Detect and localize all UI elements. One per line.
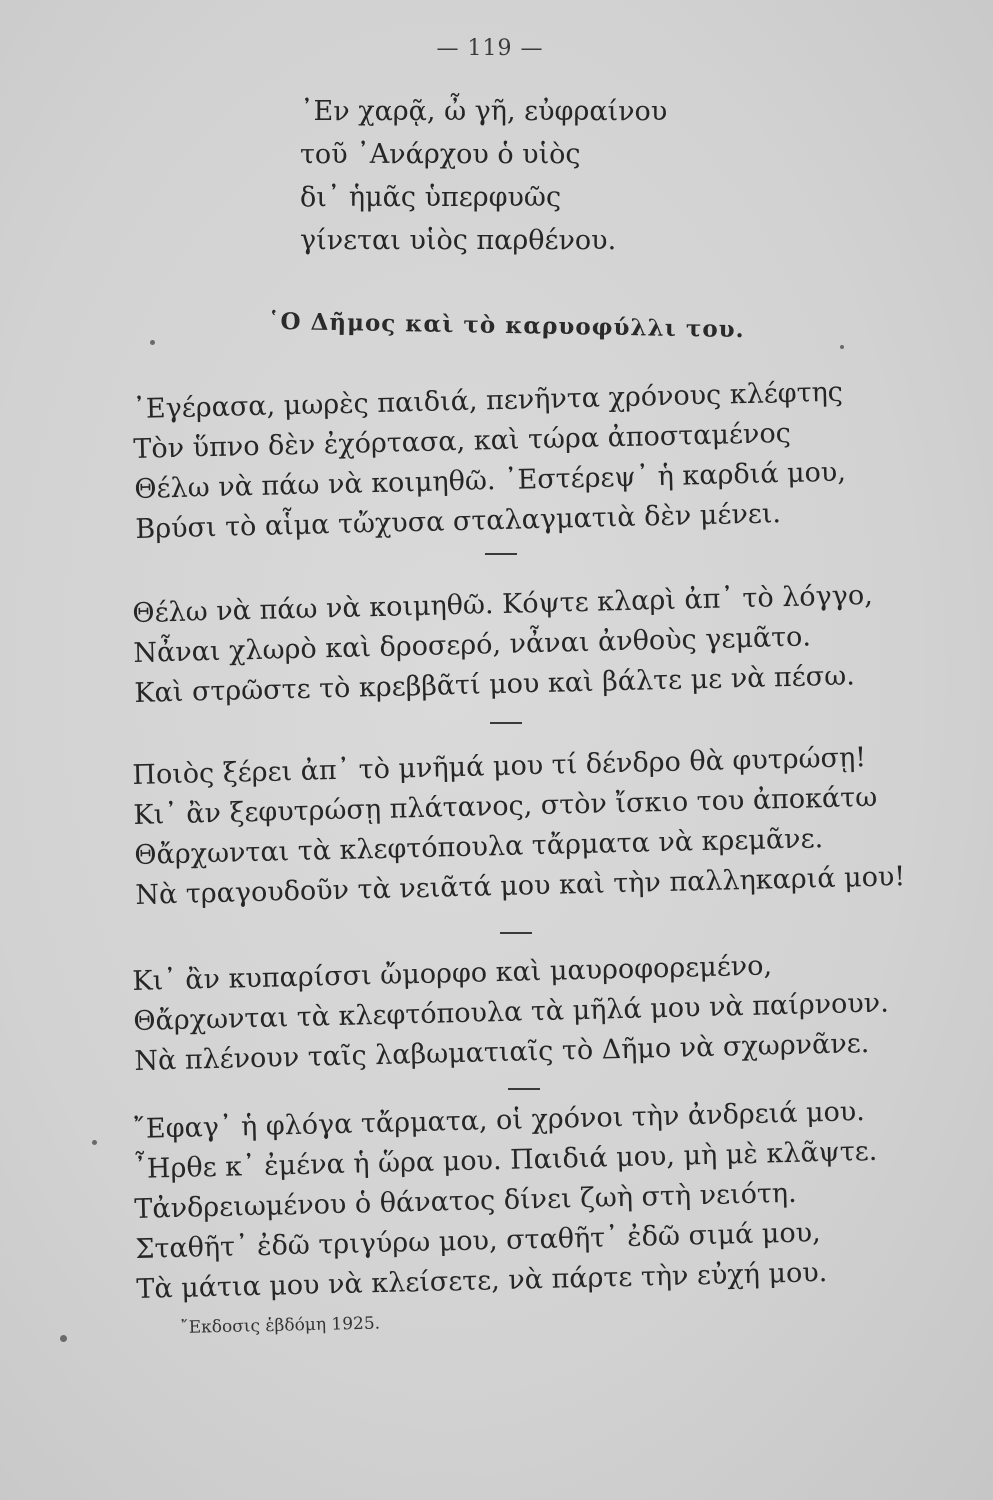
poem-line: Τὸν ὕπνο δὲν ἐχόρτασα, καὶ τώρα ἀποσταμένος [133, 417, 792, 465]
paper-speck [92, 1140, 97, 1145]
poem-line: Κι᾿ ἂν κυπαρίσσι ὤμορφο καὶ μαυροφορεμένο, [132, 950, 773, 997]
poem-stanza-3 [132, 737, 916, 916]
poem-title: ῾Ο Δῆμος καὶ τὸ καρυοφύλλι του. [267, 307, 745, 344]
poem-line: Θἄρχωνται τὰ κλεφτόπουλα τὰ μῆλά μου νὰ παίρνουν. [133, 987, 890, 1037]
stanza-divider [490, 722, 522, 724]
poem-line: Νὰ τραγουδοῦν τὰ νειᾶτά μου καὶ τὴν παλληκαριά μου! [135, 861, 906, 911]
poem-line: Νὰ πλένουν ταῖς λαβωματιαῖς τὸ Δῆμο νὰ σχωρνᾶνε. [134, 1028, 870, 1077]
poem-stanza-2 [132, 575, 915, 714]
poem-line: Βρύσι τὸ αἷμα τὤχυσα σταλαγματιὰ δὲν μένει. [135, 498, 782, 545]
stanza-divider [485, 553, 517, 555]
stanza-divider [500, 932, 532, 934]
poem-line: Νἆναι χλωρὸ καὶ δροσερό, νἆναι ἀνθοὺς γεμᾶτο. [133, 621, 812, 669]
paper-speck [840, 345, 844, 349]
poem-line: ῎Εφαγ᾿ ἡ φλόγα τἄρματα, οἱ χρόνοι τὴν ἀνδρειά μου. [132, 1096, 866, 1145]
hymn-line: ᾿Εν χαρᾷ, ὦ γῆ, εὐφραίνου [300, 96, 668, 127]
poem-stanza-5 [132, 1091, 917, 1310]
poem-line: Θἄρχωνται τὰ κλεφτόπουλα τἄρματα νὰ κρεμᾶνε. [134, 823, 824, 871]
paper-speck [60, 1335, 67, 1342]
poem-line: Θέλω νὰ πάω νὰ κοιμηθῶ. Κόψτε κλαρὶ ἀπ᾿ τὸ λόγγο, [132, 579, 874, 629]
poem-line: Καὶ στρῶστε τὸ κρεββᾶτί μου καὶ βάλτε με νὰ πέσω. [134, 660, 856, 709]
poem-stanza-1 [132, 371, 916, 550]
poem-line: Θέλω νὰ πάω νὰ κοιμηθῶ. ᾿Εστέρεψ᾿ ἡ καρδιά μου, [134, 456, 847, 505]
edition-footnote: ῎Εκδοσις ἑβδόμη 1925. [180, 1313, 381, 1338]
poem-line: ῏Ηρθε κ᾿ ἐμένα ἡ ὥρα μου. Παιδιά μου, μὴ μὲ κλᾶψτε. [133, 1135, 878, 1185]
poem-line: Ποιὸς ξέρει ἀπ᾿ τὸ μνῆμά μου τί δένδρο θὰ φυτρώσῃ! [132, 742, 867, 791]
stanza-divider [508, 1088, 540, 1090]
page-number: — 119 — [436, 36, 544, 61]
hymn-stanza [300, 90, 667, 262]
hymn-line: τοῦ ᾿Ανάρχου ὁ υἱὸς [300, 139, 581, 170]
hymn-line: δι᾿ ἡμᾶς ὑπερφυῶς [300, 182, 562, 213]
poem-line: Τὰ μάτια μου νὰ κλείσετε, νὰ πάρτε τὴν εὐχή μου. [136, 1257, 828, 1305]
poem-stanza-4 [132, 943, 915, 1082]
hymn-line: γίνεται υἱὸς παρθένου. [300, 225, 617, 256]
paper-speck [150, 340, 155, 345]
poem-line: Σταθῆτ᾿ ἐδῶ τριγύρω μου, σταθῆτ᾿ ἐδῶ σιμά μου, [135, 1217, 822, 1265]
poem-line: ᾿Εγέρασα, μωρὲς παιδιά, πενῆντα χρόνους κλέφτης [132, 376, 844, 425]
poem-line: Τἀνδρειωμένου ὁ θάνατος δίνει ζωὴ στὴ νειότη. [134, 1177, 797, 1225]
poem-line: Κι᾿ ἂν ξεφυτρώσῃ πλάτανος, στὸν ἴσκιο του ἀποκάτω [133, 781, 878, 831]
